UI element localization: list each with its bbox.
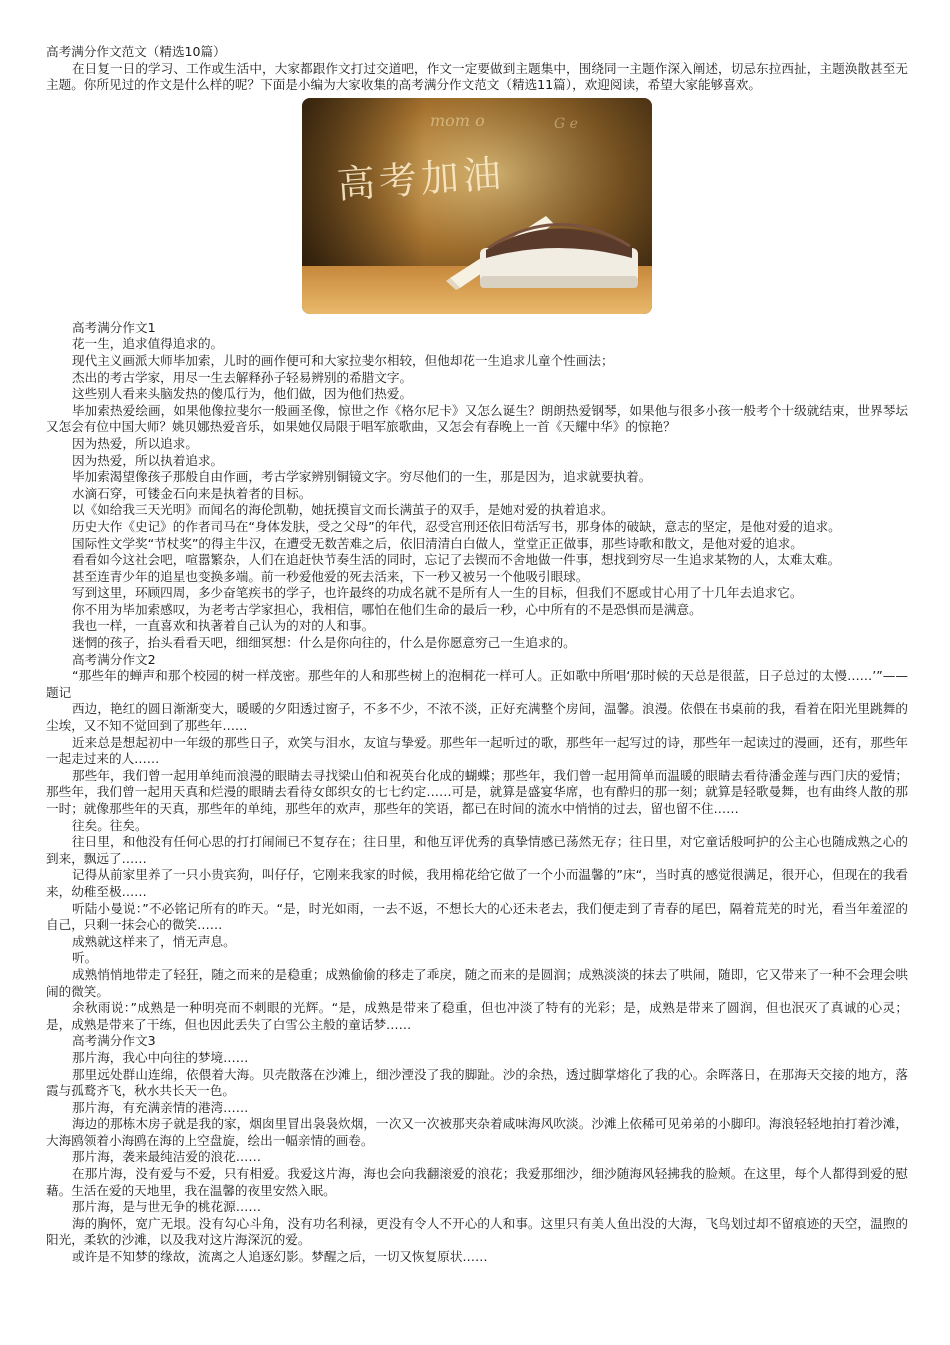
paragraph: 听陆小曼说：”不必铭记所有的昨天。“是，时光如雨，一去不返，不想长大的心还未老去，我们便走到了青春的尾巴，隔着荒芜的时光，看当年羞涩的自己，只剩一抹会心的微笑…… — [46, 900, 908, 933]
paragraph: 以《如给我三天光明》而闻名的海伦凯勒，她抚摸盲文而长满茧子的双手，是她对爱的执着追求。 — [72, 502, 614, 518]
paragraph: 迷惘的孩子，抬头看看天吧，细细冥想：什么是你向往的，什么是你愿意穷己一生追求的。 — [72, 635, 576, 651]
paragraph: 写到这里，环顾四周，多少奋笔疾书的学子，也许最终的功成名就不是所有人一生的目标，但我们不愿或甘心用了十几年去追求它。 — [72, 585, 803, 601]
document-title: 高考满分作文范文（精选10篇） — [46, 44, 226, 59]
paragraph: 历史大作《史记》的作者司马在“身体发肤，受之父母”的年代，忍受宫刑还依旧苟活写书，那身体的破缺，意志的坚定，是他对爱的追求。 — [72, 518, 841, 534]
paragraph: 那片海，是与世无争的桃花源…… — [72, 1199, 261, 1215]
paragraph: “那些年的蝉声和那个校园的树一样茂密。那些年的人和那些树上的泡桐花一样可人。正如歌中所唱‘那时候的天总是很蓝，日子总过的太慢……’”——题记 — [46, 668, 908, 700]
intro-paragraph: 在日复一日的学习、工作或生活中，大家都跟作文打过交道吧，作文一定要做到主题集中，围绕同一主题作深入阐述，切忌东拉西扯，主题涣散甚至无主题。你所见过的作文是什么样的呢？下面是小编为大家收集的高考满分作文范文（精选11篇），欢迎阅读，希望大家能够喜欢。 — [46, 60, 908, 93]
paragraph: 往矣。往矣。 — [72, 817, 148, 833]
paragraph: 西边，艳红的圆日渐渐变大，暖暖的夕阳透过窗子，不多不少，不浓不淡，正好充满整个房间，温馨。浪漫。依偎在书桌前的我，看着在阳光里跳舞的尘埃，又不知不觉回到了那些年…… — [46, 701, 908, 734]
paragraph: 因为热爱，所以执着追求。 — [72, 452, 224, 468]
paragraph: 往日里，和他没有任何心思的打打闹闹已不复存在；往日里，和他互评优秀的真挚情感已荡然无存；往日里，对它童话般呵护的公主心也随成熟之心的到来，飘远了…… — [46, 834, 908, 866]
paragraph: 近来总是想起初中一年级的那些日子，欢笑与泪水，友谊与挚爱。那些年一起听过的歌，那些年一起写过的诗，那些年一起读过的漫画，还有，那些年一起走过来的人…… — [46, 734, 908, 767]
paragraph: 这些别人看来头脑发热的傻瓜行为，他们做，因为他们热爱。 — [72, 386, 413, 402]
paragraph: 听。 — [72, 950, 98, 966]
paragraph: 在那片海，没有爱与不爱，只有相爱。我爱这片海，海也会向我翻滚爱的浪花；我爱那细沙，细沙随海风轻拂我的脸颊。在这里，每个人都得到爱的慰藉。生活在爱的天地里，我在温馨的夜里安然入眠。 — [46, 1166, 908, 1198]
paragraph: 那里远处群山连绵，依偎着大海。贝壳散落在沙滩上，细沙湮没了我的脚趾。沙的余热，透过脚掌熔化了我的心。余晖落日，在那海天交接的地方，落霞与孤鹜齐飞，秋水共长天一色。 — [46, 1066, 908, 1099]
paragraph: 国际性文学奖“节杖奖”的得主牛汉，在遭受无数苦难之后，依旧清清白白做人，堂堂正正做事，那些诗歌和散文，是他对爱的追求。 — [72, 535, 803, 551]
paragraph: 那片海，有充满亲情的港湾…… — [72, 1099, 249, 1115]
paragraph: 水滴石穿，可镂金石向来是执着者的目标。 — [72, 485, 312, 501]
paragraph: 成熟就这样来了，悄无声息。 — [72, 933, 236, 949]
paragraph: 因为热爱，所以追求。 — [72, 435, 198, 451]
paragraph: 那片海，袭来最纯洁爱的浪花…… — [72, 1149, 261, 1165]
essay-1 — [46, 320, 908, 652]
essay-2 — [46, 652, 908, 1034]
paragraph: 或许是不知梦的缘故，流离之人追逐幻影。梦醒之后，一切又恢复原状…… — [72, 1249, 488, 1265]
paragraph: 花一生，追求值得追求的。 — [72, 336, 224, 352]
paragraph: 那些年，我们曾一起用单纯而浪漫的眼睛去寻找梁山伯和祝英台化成的蝴蝶；那些年，我们曾一起用简单而温暖的眼睛去看待潘金莲与西门庆的爱情；那些年，我们曾一起用天真和烂漫的眼睛去看待女郎织女的七七约定……可是，就算是盛宴华席，也有酔归的那一刻；就算是轻歌曼舞，也有曲终人散的那一时；就像那些年的天真，那些年的单纯，那些年的欢声，那些年的笑语，都已在时间的流水中悄悄的过去，留也留不住…… — [46, 767, 908, 816]
chalk-text: 高考加油 — [335, 151, 507, 207]
paragraph: 海边的那栋木房子就是我的家，烟囱里冒出袅袅炊烟，一次又一次被那夹杂着咸味海风吹淡。沙滩上依稀可见弟弟的小脚印。海浪轻轻地拍打着沙滩，大海鸥领着小海鸥在海的上空盘旋，绘出一幅亲情的画卷。 — [46, 1116, 908, 1148]
essay-3 — [46, 1033, 908, 1265]
paragraph: 毕加索热爱绘画，如果他像拉斐尔一般画圣像，惊世之作《格尔尼卡》又怎么诞生？朗朗热爱钢琴，如果他与很多小孩一般考个十级就结束，世界琴坛又怎会有位中国大师？姚贝娜热爱音乐，如果她仅局限于唱军旅歌曲，又怎会有春晚上一首《天耀中华》的惊艳？ — [46, 402, 908, 435]
essay-heading: 高考满分作文3 — [72, 1033, 156, 1049]
paragraph: 成熟悄悄地带走了轻狂，随之而来的是稳重；成熟偷偷的移走了乖戾，随之而来的是圆润；成熟淡淡的抹去了哄闹，随即，它又带来了一种不会理会哄闹的微笑。 — [46, 966, 908, 999]
scribble-left: mom o — [430, 110, 485, 130]
paragraph: 那片海，我心中向往的梦境…… — [72, 1049, 249, 1065]
scribble-right: G e — [554, 115, 578, 132]
paragraph: 我也一样，一直喜欢和执著着自己认为的对的人和事。 — [72, 618, 375, 634]
paragraph: 现代主义画派大师毕加索，儿时的画作便可和大家拉斐尔相较，但他却花一生追求儿童个性画法； — [72, 352, 614, 368]
paragraph: 记得从前家里养了一只小贵宾狗，叫仔仔，它刚来我家的时候，我用棉花给它做了一个小而温馨的”床“，当时真的感觉很满足，很开心，但现在的我看来，幼稚至极…… — [46, 867, 908, 899]
essay-heading: 高考满分作文2 — [72, 651, 156, 667]
paragraph: 你不用为毕加索感叹，为老考古学家担心，我相信，哪怕在他们生命的最后一秒，心中所有的不是恐惧而是满意。 — [72, 601, 702, 617]
paragraph: 看看如今这社会吧，喧嚣繁杂，人们在追赶快节奏生活的同时，忘记了去锲而不舍地做一件事，想找到穷尽一生追求某物的人，太难太难。 — [72, 552, 841, 568]
paragraph: 余秋雨说：”成熟是一种明亮而不刺眼的光辉。“是，成熟是带来了稳重，但也冲淡了特有的光彩；是，成熟是带来了圆润，但也泯灭了真诚的心灵；是，成熟是带来了干练，但也因此丢失了白雪公主般的童话梦…… — [46, 1000, 908, 1032]
paragraph: 杰出的考古学家，用尽一生去解释孙子轻易辨别的希腊文字。 — [72, 369, 413, 385]
essay-heading: 高考满分作文1 — [72, 319, 156, 335]
gaokao-jiayou-photo — [302, 98, 652, 314]
paragraph: 海的胸怀，宽广无垠。没有勾心斗角，没有功名利禄，更没有令人不开心的人和事。这里只有美人鱼出没的大海，飞鸟划过却不留痕迹的天空，温煦的阳光，柔软的沙滩，以及我对这片海深沉的爱。 — [46, 1215, 908, 1248]
paragraph: 毕加索渴望像孩子那般自由作画，考古学家辨别铜镜文字。穷尽他们的一生，那是因为，追求就要执着。 — [72, 469, 652, 485]
chalkboard-illustration — [302, 98, 652, 314]
paragraph: 甚至连青少年的追星也变换多端。前一秒爱他爱的死去活来，下一秒又被另一个他吸引眼球。 — [72, 568, 589, 584]
